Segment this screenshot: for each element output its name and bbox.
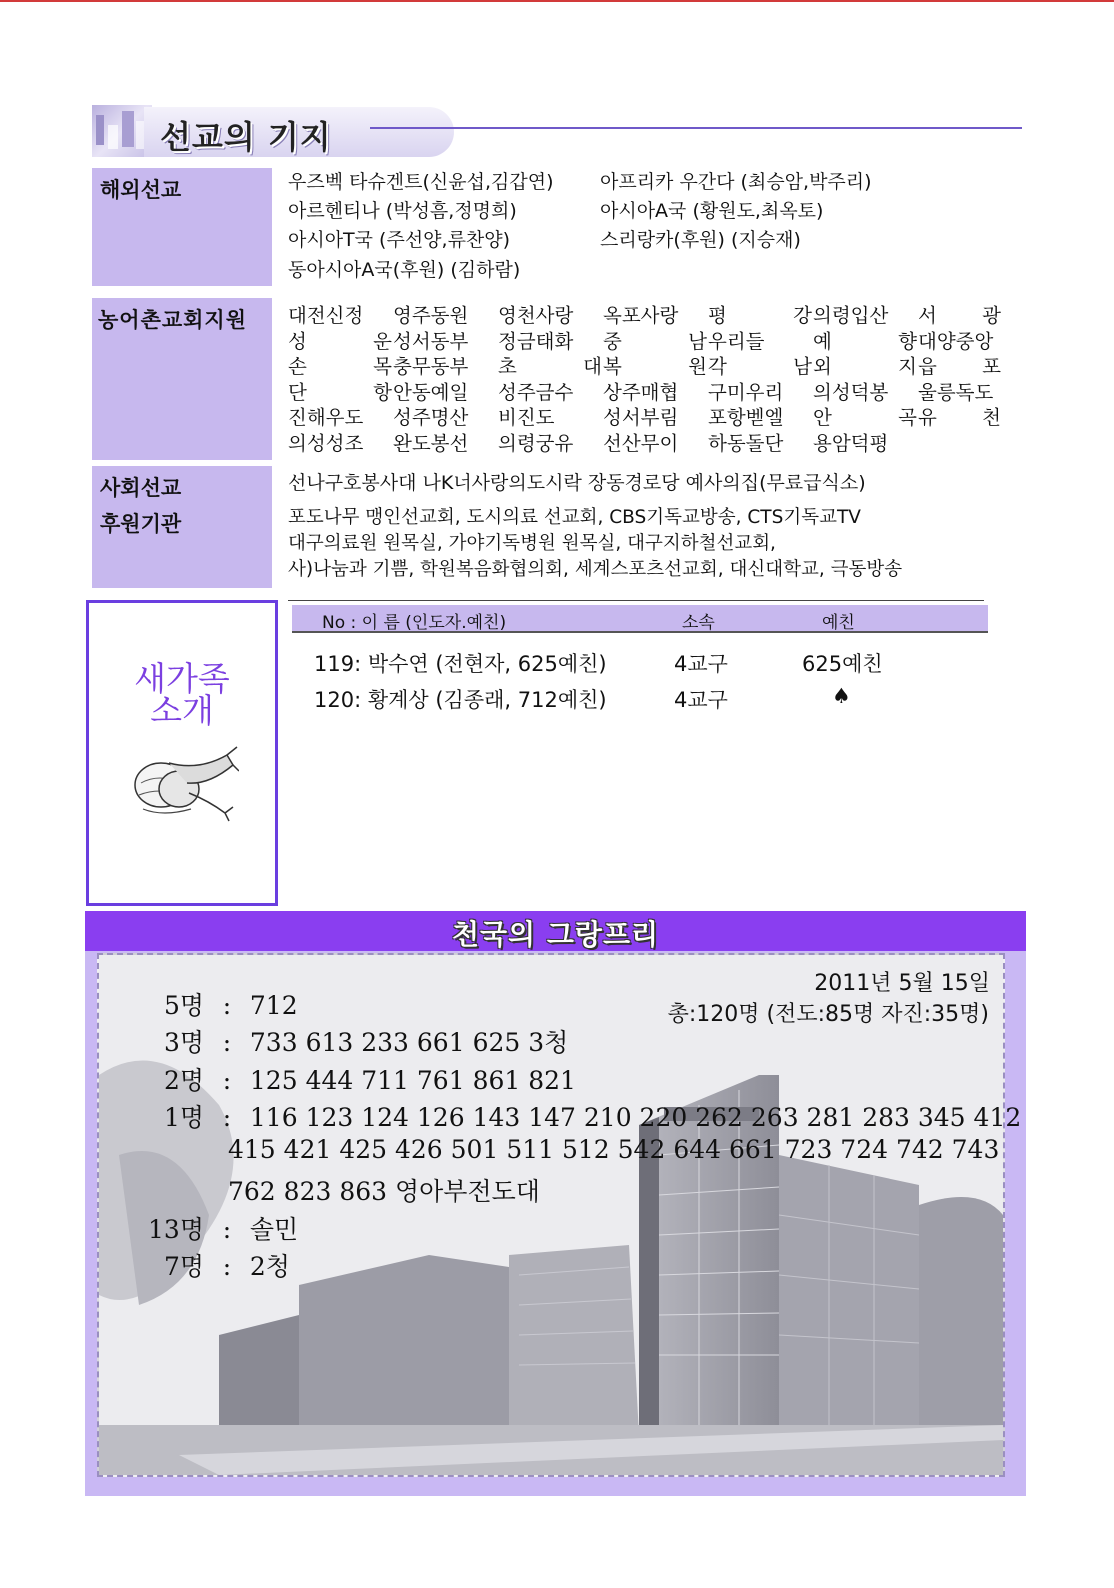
grand-prix-line: [140, 986, 298, 1022]
church-name: 읍 포: [918, 355, 1001, 378]
count-sep: :: [222, 1103, 232, 1132]
church-name: 정금태화: [498, 329, 574, 353]
grid-row: [288, 303, 1004, 329]
grid-row: [288, 431, 1004, 457]
church-name: 의령입산: [813, 304, 889, 327]
church-name: [918, 431, 1001, 457]
grid-row: [288, 380, 1004, 406]
support-line: 포도나무 맹인선교회, 도시의료 선교회, CBS기독교방송, CTS기독교TV: [288, 507, 861, 528]
social-label-cell: [92, 466, 272, 502]
grand-prix-date: 2011년 5월 15일: [814, 971, 990, 996]
count-values: 116 123 124 126 143 147 210 220 262 263 281 283 345 412: [249, 1103, 1022, 1132]
church-name: 예 향: [813, 329, 917, 353]
grand-prix-line: [140, 1061, 576, 1097]
new-family-title-line: 새가족: [134, 659, 230, 698]
church-name: 성서동부: [393, 329, 469, 353]
count-values: 762 823 863 영아부전도대: [228, 1177, 540, 1206]
support-label-cell: [92, 502, 272, 588]
church-name: 영천사랑: [498, 304, 574, 327]
grand-prix-line: [140, 1247, 290, 1283]
church-name: 상주매협: [603, 380, 679, 404]
church-name: 의성덕봉: [813, 380, 889, 404]
count-values: 712: [249, 991, 298, 1020]
grand-prix-line: [140, 1023, 568, 1059]
rural-label-cell: [92, 298, 272, 460]
church-name: 서 광: [918, 304, 1001, 327]
count-sep: :: [222, 991, 232, 1020]
overseas-item: 스리랑카(후원) (지승재): [600, 229, 801, 251]
grid-row: [288, 405, 1004, 431]
count-values: 125 444 711 761 861 821: [249, 1066, 576, 1095]
church-name: 의령궁유: [498, 431, 574, 455]
count-values: 733 613 233 661 625 3청: [249, 1028, 569, 1057]
new-family-rule: [288, 600, 984, 601]
church-name: 성주금수: [498, 380, 574, 404]
entry-text: 119: 박수연 (전현자, 625예친): [314, 652, 607, 676]
count-key: 13명: [148, 1215, 204, 1244]
grand-prix-line: [228, 1135, 999, 1164]
new-family-table-header: [292, 605, 988, 633]
church-name: 포항벧엘: [708, 406, 784, 429]
section-header: [92, 103, 382, 159]
social-label: 사회선교: [100, 476, 182, 500]
church-name: 외 지: [813, 355, 917, 378]
grand-prix-line: [228, 1172, 540, 1208]
church-name: 용암덕평: [813, 431, 889, 455]
church-name: 대전신정: [288, 304, 364, 327]
header-no-name: No : 이 름 (인도자.예친): [322, 613, 507, 633]
count-values: 솔민: [249, 1215, 299, 1244]
grand-prix-line: [140, 1098, 1021, 1134]
church-name: 울릉독도: [918, 380, 994, 404]
count-key: 5명: [163, 991, 204, 1020]
count-key: 7명: [163, 1252, 204, 1281]
church-name: 하동돌단: [708, 431, 784, 455]
overseas-item: 아시아T국 (주선양,류찬양): [288, 229, 511, 251]
church-name: 성서부림: [603, 406, 679, 429]
count-values: 415 421 425 426 501 511 512 542 644 661 723 724 742 743: [228, 1135, 1000, 1164]
overseas-label-cell: [92, 168, 272, 286]
support-label: 후원기관: [100, 512, 182, 536]
count-values: 2청: [249, 1252, 290, 1281]
church-name: 성 운: [288, 329, 392, 353]
church-name: 충무동부: [393, 355, 469, 378]
church-name: 성주명산: [393, 406, 469, 429]
grid-row: [288, 354, 1004, 380]
section-title: 선교의 기지: [160, 118, 332, 156]
count-sep: :: [222, 1252, 232, 1281]
church-name: 영주동원: [393, 304, 469, 327]
table-row: [292, 684, 988, 714]
count-sep: :: [222, 1066, 232, 1095]
new-family-title-line: 소개: [150, 691, 214, 730]
top-border: [0, 0, 1114, 2]
social-text: 선나구호봉사대 나K너사랑의도시락 장동경로당 예사의집(무료급식소): [288, 472, 866, 494]
header-group: 소속: [682, 613, 715, 633]
church-name: 초 대: [498, 355, 602, 378]
count-key: 2명: [163, 1066, 204, 1095]
header-cell: 예친: [822, 613, 855, 633]
entry-group: 4교구: [674, 688, 728, 712]
support-line: 사)나눔과 기쁨, 학원복음화협의회, 세계스포츠선교회, 대신대학교, 극동방송: [288, 559, 903, 580]
entry-text: 120: 황계상 (김종래, 712예친): [314, 688, 607, 712]
entry-cell: ♠: [832, 684, 851, 708]
overseas-item: 우즈벡 타슈겐트(신윤섭,김갑연): [288, 171, 554, 193]
church-name: 의성성조: [288, 431, 364, 455]
church-name: 구미우리: [708, 380, 784, 404]
header-decoration: [92, 105, 152, 157]
overseas-label: 해외선교: [100, 178, 182, 202]
church-name: 단 항: [288, 380, 392, 404]
new-family-box: [86, 600, 278, 906]
support-line: 대구의료원 원목실, 가야기독병원 원목실, 대구지하철선교회,: [288, 533, 776, 554]
fish-bread-icon: [129, 743, 239, 827]
entry-cell: 625예친: [802, 652, 883, 676]
grand-prix-line: [140, 1210, 298, 1246]
church-name: 우리들: [708, 329, 765, 353]
grand-prix-total: 총:120명 (전도:85명 자진:35명): [667, 1002, 989, 1027]
church-name: 유 천: [918, 406, 1001, 429]
church-name: 중 남: [603, 329, 707, 353]
count-sep: :: [222, 1215, 232, 1244]
church-name: 안 곡: [813, 406, 917, 429]
count-key: 3명: [163, 1028, 204, 1057]
church-name: 완도봉선: [393, 431, 469, 455]
rural-label: 농어촌교회지원: [98, 308, 248, 332]
count-key: 1명: [163, 1103, 204, 1132]
church-name: 대양중앙: [918, 329, 994, 353]
overseas-item: 아르헨티나 (박성흠,정명희): [288, 200, 517, 222]
church-name: 각 남: [708, 355, 812, 378]
table-row: [292, 648, 988, 678]
overseas-item: 동아시아A국(후원) (김하람): [288, 259, 521, 281]
church-name: 손 목: [288, 355, 392, 378]
entry-group: 4교구: [674, 652, 728, 676]
overseas-item: 아시아A국 (황원도,최옥토): [600, 200, 824, 222]
count-sep: :: [222, 1028, 232, 1057]
rural-church-grid: [288, 303, 1004, 456]
church-name: 평 강: [708, 304, 812, 327]
church-name: 복 원: [603, 355, 707, 378]
church-name: 선산무이: [603, 431, 679, 455]
grand-prix-title: 천국의 그랑프리: [451, 918, 660, 951]
section-rule: [370, 127, 1022, 129]
church-name: 옥포사랑: [603, 304, 679, 327]
grid-row: [288, 329, 1004, 355]
new-family-title: [89, 659, 275, 730]
church-name: 안동예일: [393, 380, 469, 404]
overseas-item: 아프리카 우간다 (최승암,박주리): [600, 171, 872, 193]
church-name: 진해우도: [288, 406, 364, 429]
church-name: 비진도: [498, 406, 555, 429]
